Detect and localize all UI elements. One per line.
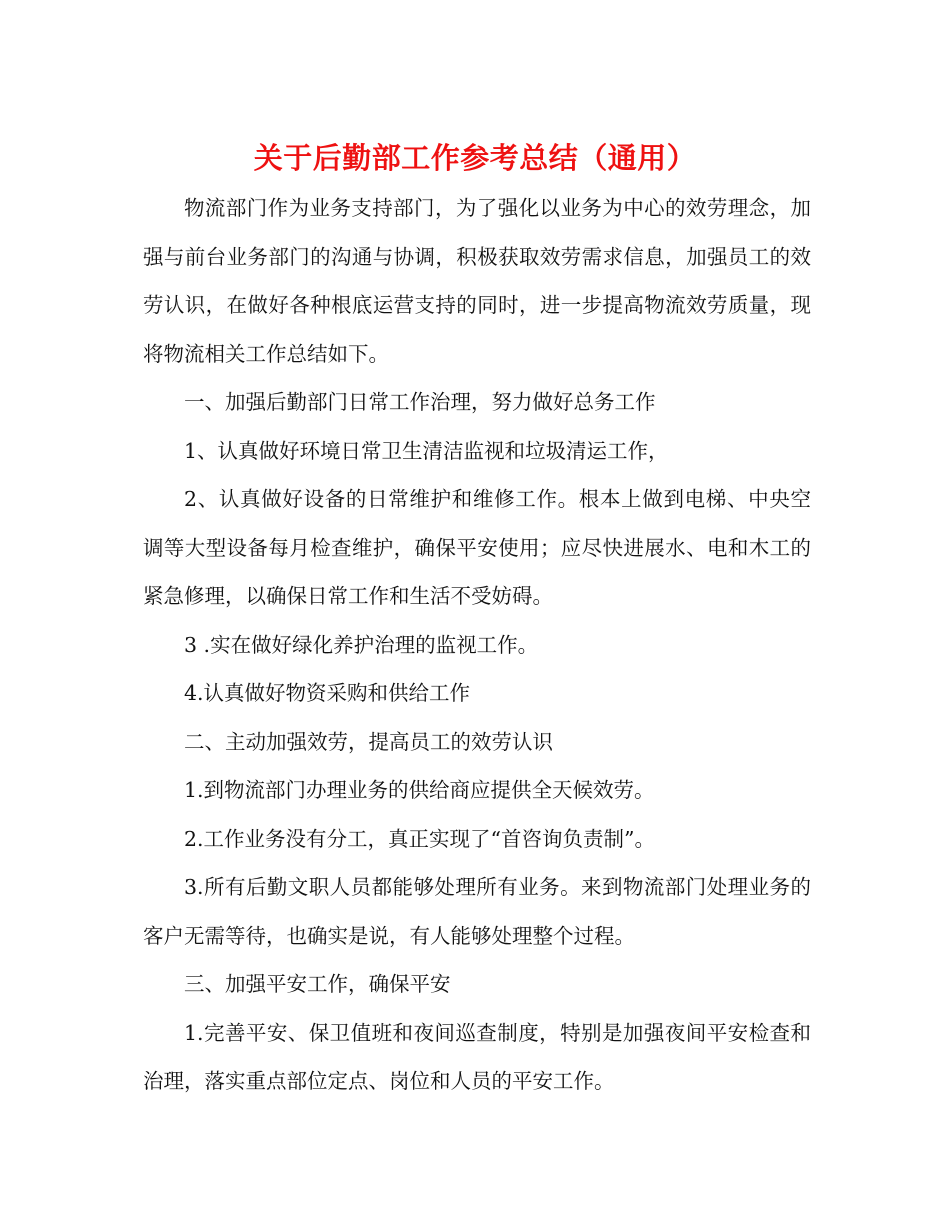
list-item-1-4: 4.认真做好物资采购和供给工作 [184,681,471,705]
list-item-1-3: 3 .实在做好绿化养护治理的监视工作。 [184,632,539,657]
list-item-2-1: 1.到物流部门办理业务的供给商应提供全天候效劳。 [184,778,655,802]
section-heading-2: 二、主动加强效劳，提高员工的效劳认识 [184,729,553,754]
list-item-2-2: 2.工作业务没有分工，真正实现了“首咨询负责制”。 [184,826,656,851]
list-item-1-2: 2、认真做好设备的日常维护和维修工作。根本上做到电梯、中央空调等大型设备每月检查维护，确保平安使用；应尽快进展水、电和木工的紧急修理，以确保日常工作和生活不受妨碍。 [143,487,811,608]
document-body [143,184,811,1106]
section-heading-3: 三、加强平安工作，确保平安 [184,972,451,996]
list-item-3-1: 1.完善平安、保卫值班和夜间巡查制度，特别是加强夜间平安检查和治理，落实重点部位定点、岗位和人员的平安工作。 [143,1020,811,1093]
list-item-1-1: 1、认真做好环境日常卫生清洁监视和垃圾清运工作， [184,438,669,463]
section-heading-1: 一、加强后勤部门日常工作治理，努力做好总务工作 [184,390,656,414]
list-item-2-3: 3.所有后勤文职人员都能够处理所有业务。来到物流部门处理业务的客户无需等待，也确实是说，有人能够处理整个过程。 [143,875,811,948]
paragraph-intro: 物流部门作为业务支持部门，为了强化以业务为中心的效劳理念，加强与前台业务部门的沟通与协调，积极获取效劳需求信息，加强员工的效劳认识，在做好各种根底运营支持的同时，进一步提高物流效劳质量，现将物流相关工作总结如下。 [143,196,811,366]
document-title: 关于后勤部工作参考总结（通用） [253,141,697,175]
